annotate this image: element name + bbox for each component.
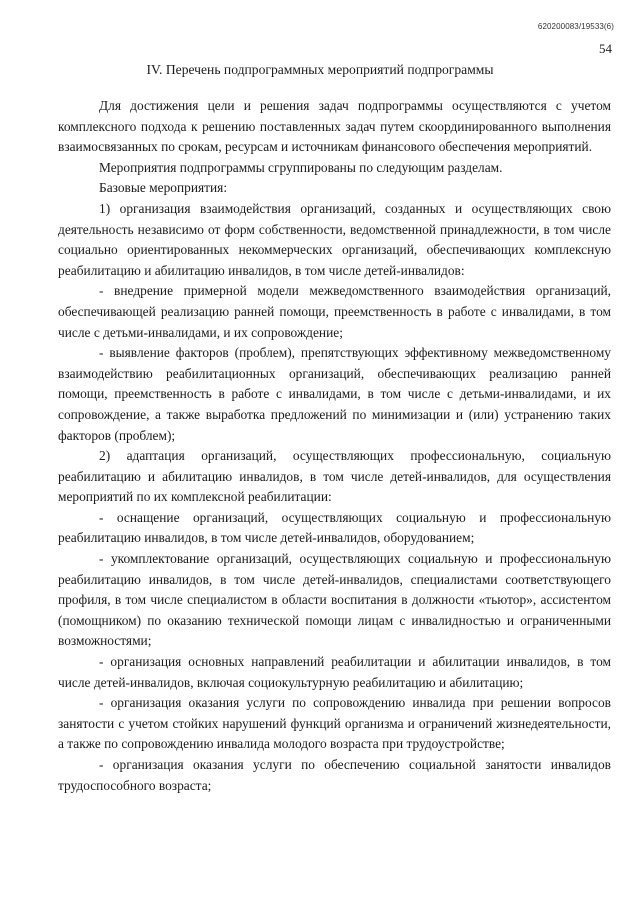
paragraph: - внедрение примерной модели межведомственного взаимодействия организаций, обеспечивающей реализацию ранней помощи, преемственность в работе с инвалидами, в том числе с детьми-инвалидами, и их сопровождение; bbox=[58, 283, 611, 340]
paragraph: Базовые мероприятия: bbox=[99, 180, 228, 196]
page-number: 54 bbox=[599, 41, 612, 56]
paragraph: - укомплектование организаций, осуществляющих социальную и профессиональную реабилитацию инвалидов, в том числе детей-инвалидов, специалистами соответствующего профиля, в том числе специалистом в области воспитания в должности «тьютор», ассистентом (помощником) по оказанию технической помощи лицам с инвалидностью и ограниченными возможностями; bbox=[58, 551, 611, 649]
paragraph: 1) организация взаимодействия организаций, созданных и осуществляющих свою деятельность независимо от форм собственности, ведомственной принадлежности, в том числе социально ориентированных некоммерческих организаций, обеспечивающих комплексную реабилитацию и абилитацию инвалидов, в том числе детей-инвалидов: bbox=[58, 200, 611, 278]
paragraph: - организация основных направлений реабилитации и абилитации инвалидов, в том числе детей-инвалидов, включая социокультурную реабилитацию и абилитацию; bbox=[58, 654, 611, 690]
paragraph: - организация оказания услуги по сопровождению инвалида при решении вопросов занятости с учетом стойких нарушений функций организма и ограничений жизнедеятельности, а также по сопровождению инвалида молодого возраста при трудоустройстве; bbox=[58, 695, 611, 752]
paragraph: - выявление факторов (проблем), препятствующих эффективному межведомственному взаимодействию реабилитационных организаций, обеспечивающих реализацию ранней помощи, преемственность в работе с инвалидами, в том числе с детьми-инвалидами, и их сопровождение, а также выработка предложений по минимизации и (или) устранению таких факторов (проблем); bbox=[58, 345, 611, 443]
paragraph: - организация оказания услуги по обеспечению социальной занятости инвалидов трудоспособного возраста; bbox=[58, 757, 611, 793]
section-heading: IV. Перечень подпрограммных мероприятий подпрограммы bbox=[146, 62, 494, 77]
paragraph: - оснащение организаций, осуществляющих социальную и профессиональную реабилитацию инвалидов, в том числе детей-инвалидов, оборудованием; bbox=[58, 509, 611, 546]
document-code: 620200083/19533(6) bbox=[537, 22, 614, 31]
paragraph: Мероприятия подпрограммы сгруппированы по следующим разделам. bbox=[99, 159, 503, 175]
paragraph: Для достижения цели и решения задач подпрограммы осуществляются с учетом комплексного подхода к решению поставленных задач путем скоординированного выполнения взаимосвязанных по срокам, ресурсам и источникам финансового обеспечения мероприятий. bbox=[58, 98, 611, 155]
paragraph: 2) адаптация организаций, осуществляющих профессиональную, социальную реабилитацию и абилитацию инвалидов, в том числе детей-инвалидов, для осуществления мероприятий по их комплексной реабилитации: bbox=[58, 448, 611, 505]
document-body bbox=[58, 96, 611, 796]
